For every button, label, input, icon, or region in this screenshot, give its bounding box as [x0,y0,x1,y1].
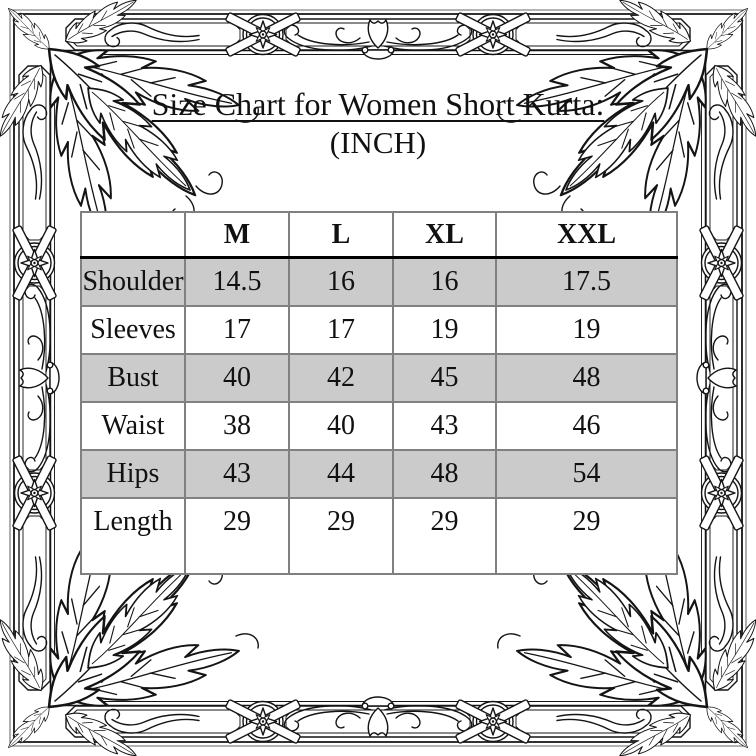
cell-value: 44 [289,450,393,498]
page-title: Size Chart for Women Short Kurta: [151,86,605,122]
row-label: Bust [81,354,185,402]
table-row-waist [81,402,677,450]
table-row-hips [81,450,677,498]
cell-value: 54 [496,450,677,498]
row-label: Sleeves [81,306,185,354]
cell-value: 40 [289,402,393,450]
row-label: Shoulder [81,258,185,307]
cell-value: 45 [393,354,496,402]
cell-value: 29 [185,498,289,574]
cell-value: 38 [185,402,289,450]
table-row-bust [81,354,677,402]
cell-value: 14.5 [185,258,289,307]
cell-value: 48 [496,354,677,402]
cell-value: 46 [496,402,677,450]
header-cell-xxl: XXL [496,212,677,258]
cell-value: 40 [185,354,289,402]
cell-value: 17 [185,306,289,354]
table-row-sleeves [81,306,677,354]
cell-value: 16 [289,258,393,307]
cell-value: 29 [289,498,393,574]
title-block [0,86,756,161]
cell-value: 43 [185,450,289,498]
row-label: Waist [81,402,185,450]
cell-value: 42 [289,354,393,402]
cell-value: 19 [496,306,677,354]
cell-value: 48 [393,450,496,498]
cell-value: 17.5 [496,258,677,307]
table-row-shoulder [81,258,677,307]
page-subtitle: (INCH) [329,124,427,160]
cell-value: 29 [393,498,496,574]
cell-value: 43 [393,402,496,450]
size-chart-table [80,211,678,575]
header-cell-m: M [185,212,289,258]
cell-value: 16 [393,258,496,307]
table-row-length [81,498,677,574]
row-label: Hips [81,450,185,498]
cell-value: 17 [289,306,393,354]
cell-value: 29 [496,498,677,574]
header-cell-l: L [289,212,393,258]
cell-value: 19 [393,306,496,354]
row-label: Length [81,498,185,574]
header-cell-blank [81,212,185,258]
header-cell-xl: XL [393,212,496,258]
header-row [81,212,677,258]
